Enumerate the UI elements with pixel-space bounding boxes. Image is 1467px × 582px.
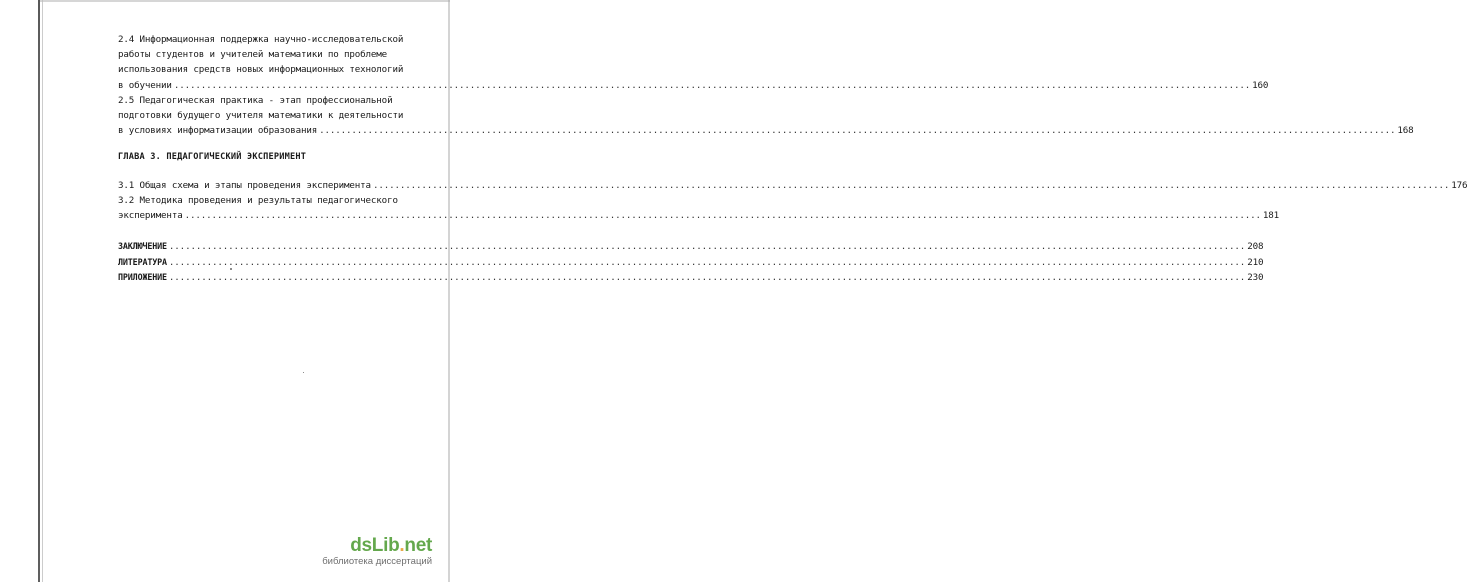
toc-entry-last-line <box>118 123 1414 138</box>
toc-page-number: 230 <box>1247 272 1264 284</box>
toc-entry-line: 3.2 Методика проведения и результаты педагогического <box>118 194 398 206</box>
dot-leader: ........................................................................................................................................................................................................ <box>168 241 1246 253</box>
toc-page-number: 208 <box>1247 241 1264 253</box>
toc-entry-3-2 <box>118 193 1280 223</box>
toc-page-number: 181 <box>1262 210 1280 222</box>
toc-entry-2-4 <box>118 32 1269 93</box>
dot-leader: ........................................................................................................................................................................................................ <box>319 125 1396 137</box>
toc-entry-line: 2.4 Информационная поддержка научно-исследовательской <box>118 34 404 45</box>
toc-entry-last-line <box>118 208 1280 223</box>
toc-entry-text: ПРИЛОЖЕНИЕ <box>118 272 167 283</box>
toc-entry-line: использования средств новых информационных технологий <box>118 64 404 76</box>
dot-leader: ........................................................................................................................................................................................................ <box>372 179 1450 191</box>
toc-entry-text: в обучении <box>118 79 172 91</box>
toc-page-number: 160 <box>1252 79 1269 91</box>
logo-dot: . <box>399 535 405 556</box>
toc-entry-line: подготовки будущего учителя математики к деятельности <box>118 110 404 122</box>
dot-leader: ........................................................................................................................................................................................................ <box>184 210 1261 222</box>
toc-entry-text: в условиях информатизации образования <box>118 125 318 137</box>
toc-entry-text: ЗАКЛЮЧЕНИЕ <box>118 241 167 252</box>
toc-entry-2-5 <box>118 93 1414 139</box>
toc-page-number: 176 <box>1451 179 1467 191</box>
scan-left-edge-shadow <box>42 0 43 582</box>
toc-entry-appendix <box>118 270 1264 286</box>
toc-entry-last-line <box>118 78 1269 93</box>
dot-leader: ........................................................................................................................................................................................................ <box>168 256 1246 268</box>
toc-entry-last-line <box>118 178 1467 193</box>
logo-main-text: dsLib <box>350 535 400 556</box>
table-of-contents <box>118 32 1467 286</box>
watermark-logo <box>292 536 432 556</box>
scan-speck <box>303 372 304 373</box>
site-watermark <box>292 536 432 568</box>
toc-entry-text: ЛИТЕРАТУРА <box>118 256 167 267</box>
scan-left-edge <box>38 0 40 582</box>
toc-entry-text: 3.1 Общая схема и этапы проведения эксперимента <box>118 179 371 191</box>
toc-entry-line: работы студентов и учителей математики по проблеме <box>118 49 388 61</box>
dot-leader: ........................................................................................................................................................................................................ <box>168 272 1246 284</box>
scan-top-edge <box>40 0 450 2</box>
toc-entry-line: 2.5 Педагогическая практика - этап профессиональной <box>118 94 393 106</box>
toc-entry-conclusion <box>118 239 1264 255</box>
chapter-heading: ГЛАВА 3. ПЕДАГОГИЧЕСКИЙ ЭКСПЕРИМЕНТ <box>118 152 307 163</box>
toc-entry-3-1 <box>118 178 1467 193</box>
dot-leader: ........................................................................................................................................................................................................ <box>173 79 1251 91</box>
logo-tld-text: net <box>404 535 432 556</box>
toc-entry-text: эксперимента <box>118 210 183 222</box>
toc-page-number: 210 <box>1247 256 1264 268</box>
toc-page-number: 168 <box>1397 125 1414 137</box>
watermark-subtitle: библиотека диссертаций <box>322 556 432 567</box>
toc-entry-literature <box>118 255 1264 271</box>
